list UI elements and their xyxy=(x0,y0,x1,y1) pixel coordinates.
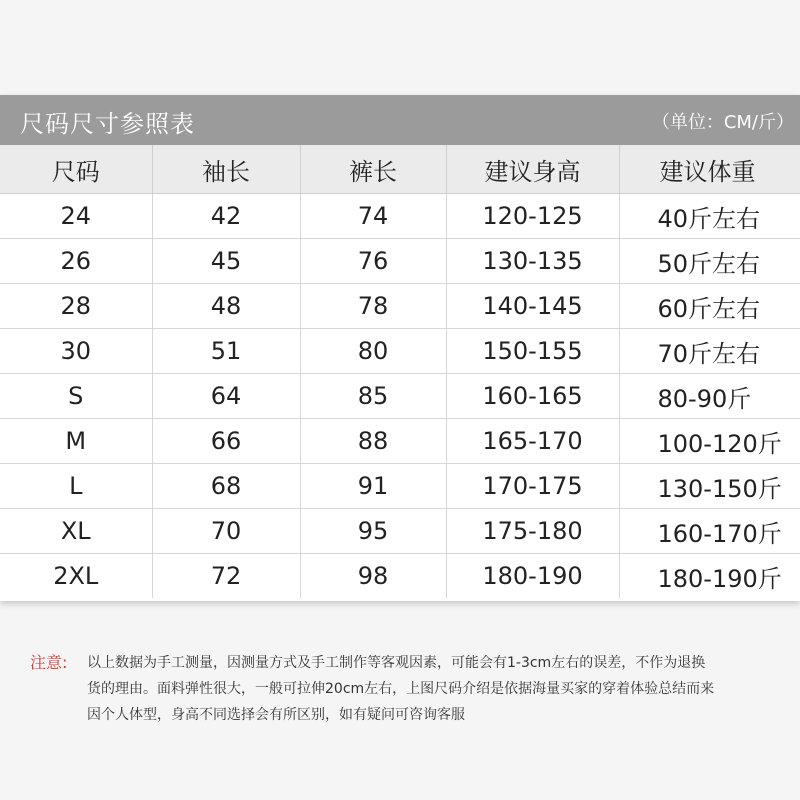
cell-suggested-weight: 100-120斤 xyxy=(619,419,800,464)
cell-pants-length: 88 xyxy=(300,419,446,464)
table-row xyxy=(0,554,800,599)
unit-label: （单位：CM/斤） xyxy=(651,112,794,133)
cell-size: 30 xyxy=(0,329,152,374)
notice-text-line: 以上数据为手工测量，因测量方式及手工制作等客观因素，可能会有1-3cm左右的误差，不作为退换 xyxy=(87,655,706,671)
cell-sleeve-length: 42 xyxy=(152,194,300,239)
cell-pants-length: 85 xyxy=(300,374,446,419)
cell-sleeve-length: 66 xyxy=(152,419,300,464)
cell-suggested-height: 160-165 xyxy=(446,374,619,419)
cell-size: L xyxy=(0,464,152,509)
cell-pants-length: 80 xyxy=(300,329,446,374)
cell-size: 28 xyxy=(0,284,152,329)
cell-suggested-weight: 60斤左右 xyxy=(619,284,800,329)
cell-sleeve-length: 72 xyxy=(152,554,300,599)
chart-title: 尺码尺寸参照表 xyxy=(20,110,195,138)
cell-pants-length: 74 xyxy=(300,194,446,239)
table-row xyxy=(0,509,800,554)
cell-sleeve-length: 51 xyxy=(152,329,300,374)
cell-pants-length: 98 xyxy=(300,554,446,599)
cell-suggested-weight: 70斤左右 xyxy=(619,329,800,374)
cell-suggested-weight: 80-90斤 xyxy=(619,374,800,419)
header-suggested-weight: 建议体重 xyxy=(619,145,800,194)
cell-sleeve-length: 64 xyxy=(152,374,300,419)
cell-suggested-height: 170-175 xyxy=(446,464,619,509)
cell-size: XL xyxy=(0,509,152,554)
size-chart xyxy=(0,95,800,601)
table-row xyxy=(0,374,800,419)
cell-pants-length: 91 xyxy=(300,464,446,509)
table-row xyxy=(0,419,800,464)
cell-suggested-height: 140-145 xyxy=(446,284,619,329)
cell-suggested-height: 150-155 xyxy=(446,329,619,374)
notice-label: 注意: xyxy=(30,653,68,672)
cell-size: 2XL xyxy=(0,554,152,599)
cell-suggested-height: 130-135 xyxy=(446,239,619,284)
cell-sleeve-length: 70 xyxy=(152,509,300,554)
table-row xyxy=(0,464,800,509)
cell-size: 24 xyxy=(0,194,152,239)
title-bar xyxy=(0,95,800,145)
cell-pants-length: 78 xyxy=(300,284,446,329)
cell-sleeve-length: 68 xyxy=(152,464,300,509)
cell-size: 26 xyxy=(0,239,152,284)
cell-suggested-weight: 180-190斤 xyxy=(657,564,782,593)
notice-text-line: 因个人体型，身高不同选择会有所区别，如有疑问可咨询客服 xyxy=(87,707,465,723)
cell-suggested-height: 180-190 xyxy=(446,554,619,599)
table-row xyxy=(0,194,800,239)
cell-sleeve-length: 45 xyxy=(152,239,300,284)
header-sleeve-length: 袖长 xyxy=(152,145,300,194)
cell-sleeve-length: 48 xyxy=(152,284,300,329)
cell-suggested-weight: 50斤左右 xyxy=(619,239,800,284)
table-row xyxy=(0,329,800,374)
table-row xyxy=(0,239,800,284)
header-suggested-height: 建议身高 xyxy=(446,145,619,194)
cell-suggested-height: 175-180 xyxy=(446,509,619,554)
cell-suggested-weight: 130-150斤 xyxy=(619,464,800,509)
cell-pants-length: 76 xyxy=(300,239,446,284)
cell-suggested-weight: 160-170斤 xyxy=(619,509,800,554)
cell-suggested-height: 165-170 xyxy=(446,419,619,464)
table-header-row xyxy=(0,145,800,194)
size-table xyxy=(0,145,800,598)
cell-size: S xyxy=(0,374,152,419)
cell-suggested-height: 120-125 xyxy=(446,194,619,239)
cell-suggested-weight: 40斤左右 xyxy=(619,194,800,239)
cell-size: M xyxy=(0,419,152,464)
cell-pants-length: 95 xyxy=(300,509,446,554)
header-size: 尺码 xyxy=(0,145,152,194)
table-row xyxy=(0,284,800,329)
header-pants-length: 裤长 xyxy=(300,145,446,194)
notice-text-line: 货的理由。面料弹性很大，一般可拉伸20cm左右，上图尺码介绍是依据海量买家的穿着体验总结而来 xyxy=(87,681,715,697)
